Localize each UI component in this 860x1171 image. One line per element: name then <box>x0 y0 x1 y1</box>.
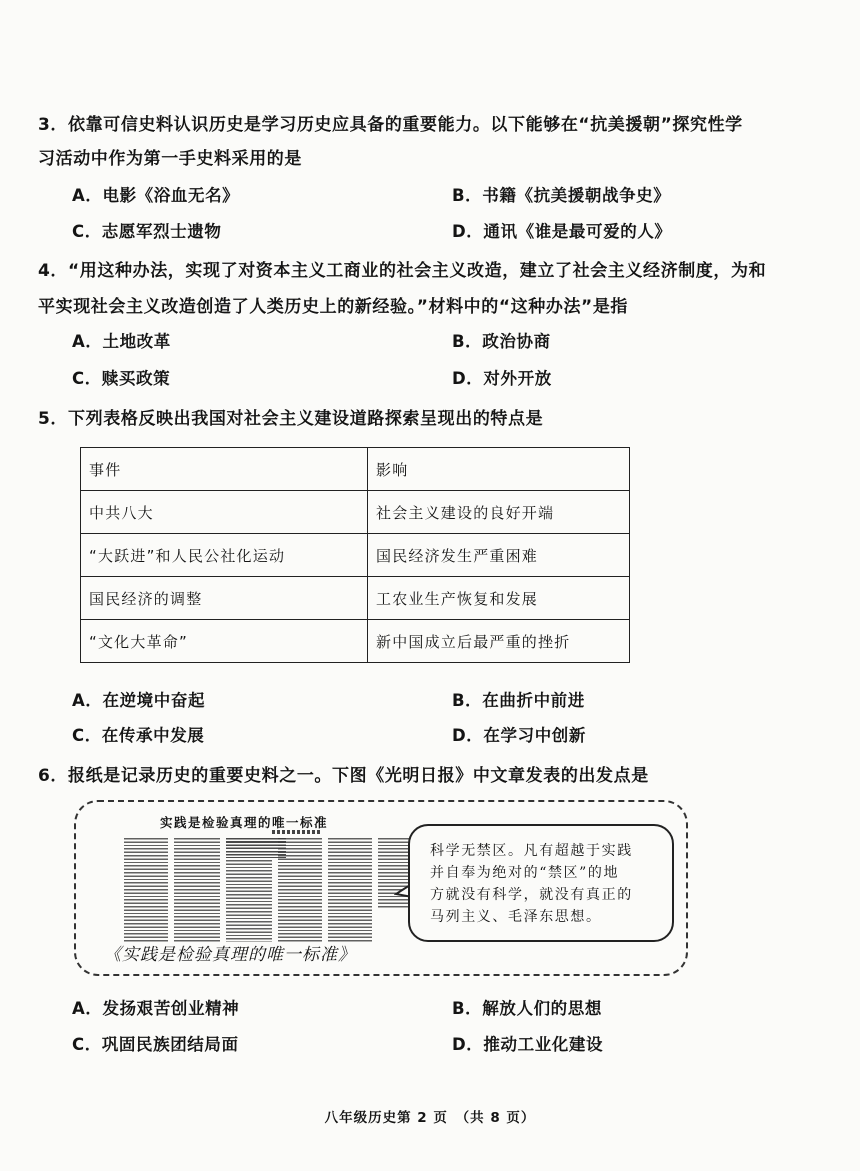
question-4-option-a: A．土地改革 <box>72 332 171 351</box>
newspaper-text-columns <box>122 838 422 942</box>
quote-line: 并自奉为绝对的“禁区”的地 <box>430 865 620 881</box>
question-4-option-d: D．对外开放 <box>452 369 552 388</box>
question-4-option-b: B．政治协商 <box>452 332 551 351</box>
question-5-option-b: B．在曲折中前进 <box>452 691 585 710</box>
question-3-option-c: C．志愿军烈士遗物 <box>72 222 222 241</box>
question-5-option-a: A．在逆境中奋起 <box>72 691 206 710</box>
question-5-option-c: C．在传承中发展 <box>72 726 205 745</box>
page-footer: 八年级历史第 2 页 （共 8 页） <box>324 1110 536 1126</box>
table-header-event: 事件 <box>81 448 368 491</box>
question-6-option-c: C．巩固民族团结局面 <box>72 1035 239 1054</box>
table-cell: 国民经济的调整 <box>81 577 368 620</box>
table-cell: “大跃进”和人民公社化运动 <box>81 534 368 577</box>
question-3-option-d: D．通讯《谁是最可爱的人》 <box>452 222 672 241</box>
question-5-stem: 5．下列表格反映出我国对社会主义建设道路探索呈现出的特点是 <box>38 409 544 429</box>
question-3-option-a: A．电影《浴血无名》 <box>72 186 240 205</box>
question-3-stem-line2: 习活动中作为第一手史料采用的是 <box>38 149 302 169</box>
question-6-option-b: B．解放人们的思想 <box>452 999 602 1018</box>
newspaper-figure <box>74 800 688 976</box>
quote-text <box>430 840 662 928</box>
figure-caption: 《实践是检验真理的唯一标准》 <box>104 945 356 965</box>
table-cell: 国民经济发生严重困难 <box>368 534 630 577</box>
table-cell: 工农业生产恢复和发展 <box>368 577 630 620</box>
table-row <box>81 577 630 620</box>
question-4-option-c: C．赎买政策 <box>72 369 171 388</box>
question-6-stem: 6．报纸是记录历史的重要史料之一。下图《光明日报》中文章发表的出发点是 <box>38 766 649 786</box>
quote-line: 科学无禁区。凡有超越于实践 <box>430 843 633 859</box>
question-5-option-d: D．在学习中创新 <box>452 726 586 745</box>
table-cell: 社会主义建设的良好开端 <box>368 491 630 534</box>
table-cell: “文化大革命” <box>81 620 368 663</box>
table-cell: 新中国成立后最严重的挫折 <box>368 620 630 663</box>
table-row <box>81 620 630 663</box>
question-3-option-b: B．书籍《抗美援朝战争史》 <box>452 186 671 205</box>
table-cell: 中共八大 <box>81 491 368 534</box>
question-4-stem-line2: 平实现社会主义改造创造了人类历史上的新经验。”材料中的“这种办法”是指 <box>38 297 629 317</box>
newspaper-byline <box>272 830 322 834</box>
events-table <box>80 447 630 663</box>
question-6-option-d: D．推动工业化建设 <box>452 1035 604 1054</box>
table-header-impact: 影响 <box>368 448 630 491</box>
table-row <box>81 534 630 577</box>
newspaper-clipping-image <box>122 810 422 942</box>
quote-speech-bubble <box>408 824 674 942</box>
quote-line: 马列主义、毛泽东思想。 <box>430 909 602 925</box>
quote-line: 方就没有科学，就没有真正的 <box>430 887 633 903</box>
question-3-stem-line1: 3．依靠可信史料认识历史是学习历史应具备的重要能力。以下能够在“抗美援朝”探究性学 <box>38 115 743 135</box>
table-row <box>81 491 630 534</box>
question-6-option-a: A．发扬艰苦创业精神 <box>72 999 240 1018</box>
question-4-stem-line1: 4．“用这种办法，实现了对资本主义工商业的社会主义改造，建立了社会主义经济制度，为和 <box>38 261 767 281</box>
table-header-row <box>81 448 630 491</box>
newspaper-headline: 实践是检验真理的唯一标准 <box>160 815 329 830</box>
